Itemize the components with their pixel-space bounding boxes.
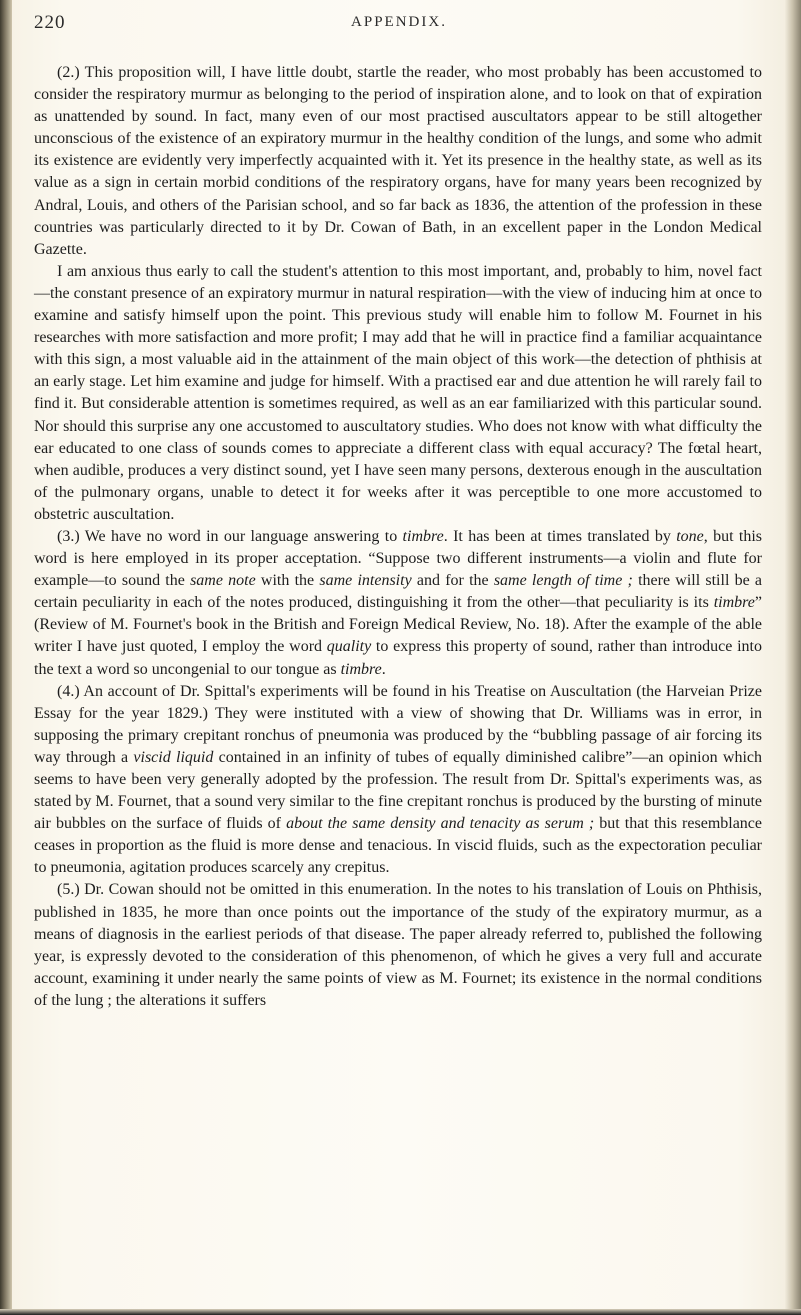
italic-text: timbre [340,660,382,678]
paragraph [34,62,762,261]
paragraph [34,261,762,526]
text-run: I am anxious thus early to call the student's attention to this most important, and, probably to him, novel fact—the constant presence of an expiratory murmur in natural respiration—with the view of inducing him at once to examine and satisfy himself upon the point. This previous study will enable him to follow M. Fournet in his researches with more satisfaction and more profit; I may add that he will in practice find a familiar acquaintance with this sign, a most valuable aid in the attainment of the main object of this work—the detection of phthisis at an early stage. Let him examine and judge for himself. With a practised ear and due attention he will rarely fail to find it. But considerable attention is sometimes required, as well as an ear familiarized with this particular sound. Nor should this surprise any one accustomed to auscultatory studies. Who does not know with what difficulty the ear educated to one class of sounds comes to appreciate a different class with equal accuracy? The fœtal heart, when audible, produces a very distinct sound, yet I have seen many persons, dexterous enough in the auscultation of the pulmonary organs, unable to detect it for weeks after it was perceptible to one more accustomed to obstetric auscultation. [34,262,762,523]
italic-text: same note [190,572,256,590]
body-text [34,62,762,1012]
text-run: (3.) We have no word in our language answering to [57,527,403,545]
page-edge-shadow [785,0,801,1315]
page-binding-shadow [0,0,12,1315]
text-run: with the [255,572,320,590]
text-run: ” (Review of M. Fournet's book in the British and Foreign Medical Review, No. 18). After the example of the able writer I have just quoted, I employ the word [34,594,762,656]
italic-text: same intensity [319,572,412,590]
running-head: APPENDIX. [351,14,447,30]
italic-text: viscid liquid [133,748,214,766]
text-run: . [381,660,386,678]
paragraph [34,879,762,1012]
italic-text: timbre [402,527,444,545]
text-run: (4.) An account of Dr. Spittal's experiments will be found in his Treatise on Auscultation (the Harveian Prize Essay for the year 1829.) They were instituted with a view of showing that Dr. Williams was in error, in supposing the primary crepitant ronchus of pneumonia was produced by the “bubbling passage of air forcing its way through a [34,682,762,766]
text-run: there will still be a certain peculiarity in each of the notes produced, distinguishing it from the other—that peculiarity is its [34,572,763,612]
page-header [34,12,764,40]
italic-text: timbre [713,594,755,612]
italic-text: tone [676,527,704,545]
page-bottom-edge [0,1309,801,1315]
text-run: (2.) This proposition will, I have little doubt, startle the reader, who most probably has been accustomed to consider the respiratory murmur as belonging to the period of inspiration alone, and to look on that of expiration as unattended by sound. In fact, many even of our most practised auscultators appear to be still altogether unconscious of the existence of an expiratory murmur in the healthy condition of the lungs, and some who admit its existence are evidently very imperfectly acquainted with it. Yet its presence in the healthy state, as well as its value as a sign in certain morbid conditions of the respiratory organs, have for many years been recognized by Andral, Louis, and others of the Parisian school, and so far back as 1836, the attention of the profession in these countries was particularly directed to it by Dr. Cowan of Bath, in an excellent paper in the London Medical Gazette. [34,64,762,258]
text-run: to express this property of sound, rather than introduce into the text a word so uncongenial to our tongue as [34,638,763,678]
page-number: 220 [34,12,66,33]
paragraph [34,526,762,681]
text-run: but that this resemblance ceases in proportion as the fluid is more dense and tenacious. In viscid fluids, such as the expectoration peculiar to pneumonia, agitation produces scarcely any crepitus. [34,815,763,877]
italic-text: same length of time ; [493,572,633,590]
paragraph [34,681,762,880]
text-run: and for the [411,572,494,590]
italic-text: about the same density and tenacity as serum ; [286,815,595,833]
text-run: , but this word is here employed in its proper acceptation. “Suppose two different instruments—a violin and flute for example—to sound the [34,527,762,590]
text-run: . It has been at times translated by [443,527,677,545]
italic-text: quality [326,638,372,656]
text-run: contained in an infinity of tubes of equally diminished calibre”—an opinion which seems to have been very generally adopted by the profession. The result from Dr. Spittal's experiments was, as stated by M. Fournet, that a sound very similar to the fine crepitant ronchus is produced by the bursting of minute air bubbles on the surface of fluids of [34,748,763,833]
text-run: (5.) Dr. Cowan should not be omitted in this enumeration. In the notes to his translation of Louis on Phthisis, published in 1835, he more than once points out the importance of the study of the expiratory murmur, as a means of diagnosis in the earliest periods of that disease. The paper already referred to, published the following year, is expressly devoted to the consideration of this phenomenon, of which he gives a very full and accurate account, examining it under nearly the same points of view as M. Fournet; its existence in the normal conditions of the lung ; the alterations it suffers [34,881,762,1009]
